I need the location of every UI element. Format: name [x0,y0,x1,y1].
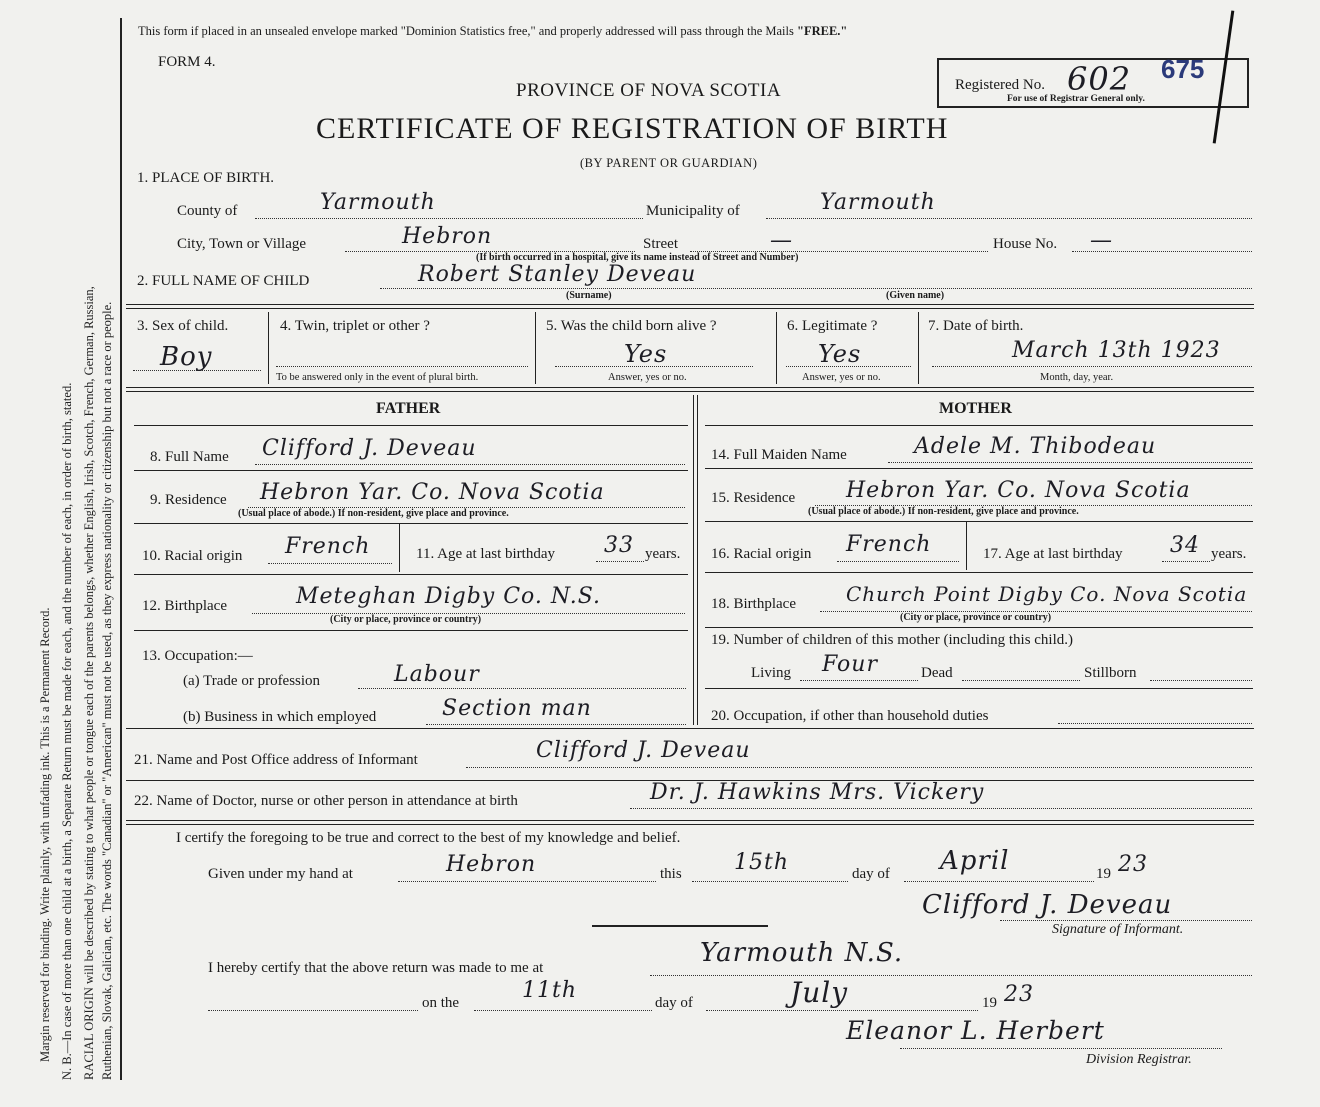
mother-children-label: 19. Number of children of this mother (including this child.) [711,632,1074,648]
stillborn-label: Stillborn [1084,665,1137,681]
city-value: Hebron [402,224,493,249]
mother-name-value: Adele M. Thibodeau [914,434,1157,459]
mother-race-value: French [846,532,932,557]
mother-name-label: 14. Full Maiden Name [711,447,847,463]
registrar-note: For use of Registrar General only. [1007,94,1145,104]
sex-label: 3. Sex of child. [137,318,229,334]
given-name-note: (Given name) [886,290,945,301]
registrar-signature: Eleanor L. Herbert [846,1016,1105,1045]
father-business-label: (b) Business in which employed [183,709,377,725]
legitimate-label: 6. Legitimate ? [787,318,878,334]
registrar-day-of-label: day of [655,995,693,1011]
margin-racial-note-2: Ruthenian, Slovak, Galician, etc. The words "Canadian" or "American" must not be used, as they express nationality or citizenship but not a race or people. [100,301,114,1080]
city-label: City, Town or Village [177,236,307,252]
street-note: (If birth occurred in a hospital, give its name instead of Street and Number) [476,252,799,263]
registrar-place-value: Yarmouth N.S. [700,938,904,968]
father-residence-value: Hebron Yar. Co. Nova Scotia [260,480,605,505]
informant-signature-label: Signature of Informant. [1052,922,1184,937]
father-residence-label: 9. Residence [150,492,227,508]
father-race-value: French [285,534,371,559]
informant-label: 21. Name and Post Office address of Informant [134,752,418,768]
street-value: — [770,228,793,253]
mother-residence-note: (Usual place of abode.) If non-resident, give place and province. [808,506,1079,517]
twin-label: 4. Twin, triplet or other ? [280,318,430,334]
father-trade-value: Labour [394,662,480,687]
alive-value: Yes [624,340,668,368]
father-trade-label: (a) Trade or profession [183,673,321,689]
certify-day-value: 15th [734,850,790,875]
child-name-value: Robert Stanley Deveau [418,262,697,287]
alive-note: Answer, yes or no. [608,372,687,383]
registered-number-stamp: 675 [1161,54,1205,84]
county-label: County of [177,203,238,219]
street-label: Street [643,236,678,252]
house-label: House No. [993,236,1058,252]
page-subtitle: (BY PARENT OR GUARDIAN) [580,156,758,170]
father-birthplace-note: (City or place, province or country) [330,614,482,625]
dob-note: Month, day, year. [1040,372,1114,383]
registrar-day-value: 11th [522,978,578,1003]
left-margin [0,0,122,1107]
mother-residence-label: 15. Residence [711,490,796,506]
mother-age-value: 34 [1170,533,1200,558]
given-under-label: Given under my hand at [208,866,353,882]
certify-year-prefix: 19 [1096,866,1111,882]
child-name-label: 2. FULL NAME OF CHILD [137,273,310,289]
mother-occupation-label: 20. Occupation, if other than household duties [711,708,989,724]
given-place-value: Hebron [446,852,537,877]
living-value: Four [822,652,878,677]
mother-heading: MOTHER [939,400,1012,417]
certify-year-value: 23 [1118,852,1148,877]
dob-label: 7. Date of birth. [928,318,1024,334]
father-residence-note: (Usual place of abode.) If non-resident, give place and province. [238,508,509,519]
registrar-signature-label: Division Registrar. [1086,1052,1192,1067]
legitimate-note: Answer, yes or no. [802,372,881,383]
mother-race-label: 16. Racial origin [711,546,812,562]
sex-value: Boy [160,342,213,372]
registered-box [937,54,1249,108]
father-age-value: 33 [604,533,634,558]
registered-number-handwritten: 602 [1067,60,1132,98]
father-race-label: 10. Racial origin [142,548,243,564]
mother-birthplace-label: 18. Birthplace [711,596,796,612]
informant-signature: Clifford J. Deveau [922,890,1173,920]
place-heading: 1. PLACE OF BIRTH. [137,170,275,186]
father-business-value: Section man [442,696,592,721]
informant-value: Clifford J. Deveau [536,738,751,763]
margin-racial-note-1: RACIAL ORIGIN will be described by stating to what people or tongue each of the parents belongs, whether English, Irish, Scotch, French, German, Russian, [82,286,96,1080]
province-heading: PROVINCE OF NOVA SCOTIA [516,80,782,101]
father-birthplace-label: 12. Birthplace [142,598,227,614]
surname-note: (Surname) [566,290,612,301]
mother-birthplace-value: Church Point Digby Co. Nova Scotia [846,582,1248,606]
legitimate-value: Yes [818,340,862,368]
father-name-label: 8. Full Name [150,449,229,465]
registrar-text: I hereby certify that the above return was made to me at [208,960,544,976]
certify-month-value: April [940,846,1010,876]
form-number: FORM 4. [158,54,216,70]
certify-text: I certify the foregoing to be true and correct to the best of my knowledge and belief. [176,830,681,846]
registrar-year-prefix: 19 [982,995,997,1011]
alive-label: 5. Was the child born alive ? [546,318,717,334]
father-age-label: 11. Age at last birthday [416,546,555,562]
registrar-on-label: on the [422,995,460,1011]
father-years: years. [645,546,681,562]
registrar-month-value: July [790,976,849,1009]
father-birthplace-value: Meteghan Digby Co. N.S. [296,584,601,609]
mother-residence-value: Hebron Yar. Co. Nova Scotia [846,478,1191,503]
mother-birthplace-note: (City or place, province or country) [900,612,1052,623]
this-label: this [660,866,682,882]
mother-years: years. [1211,546,1247,562]
margin-rule [120,18,122,1080]
mail-note: This form if placed in an unsealed envelope marked "Dominion Statistics free," and properly addressed will pass through the Mails "FREE." [138,24,848,38]
father-name-value: Clifford J. Deveau [262,436,477,461]
doctor-label: 22. Name of Doctor, nurse or other person in attendance at birth [134,793,518,809]
dead-label: Dead [921,665,953,681]
municipality-label: Municipality of [646,203,740,219]
municipality-value: Yarmouth [820,190,936,215]
father-occupation-label: 13. Occupation:— [142,648,253,664]
mother-age-label: 17. Age at last birthday [983,546,1123,562]
certify-day-of-label: day of [852,866,890,882]
registrar-year-value: 23 [1004,982,1034,1007]
living-label: Living [751,665,791,681]
margin-binding-note: Margin reserved for binding. Write plainly, with unfading ink. This is a Permanent Record. [38,607,52,1062]
county-value: Yarmouth [320,190,436,215]
registered-label: Registered No. [955,77,1045,93]
dob-value: March 13th 1923 [1012,338,1221,363]
center-divider [592,925,768,927]
twin-note: To be answered only in the event of plural birth. [276,372,479,383]
doctor-value: Dr. J. Hawkins Mrs. Vickery [650,780,985,805]
margin-nb-note: N. B.—In case of more than one child at a birth, a Separate Return must be made for each, and the number of each, in order of birth, stated. [60,382,74,1080]
page-title: CERTIFICATE OF REGISTRATION OF BIRTH [316,112,949,145]
house-value: — [1090,228,1113,253]
father-heading: FATHER [376,400,441,417]
